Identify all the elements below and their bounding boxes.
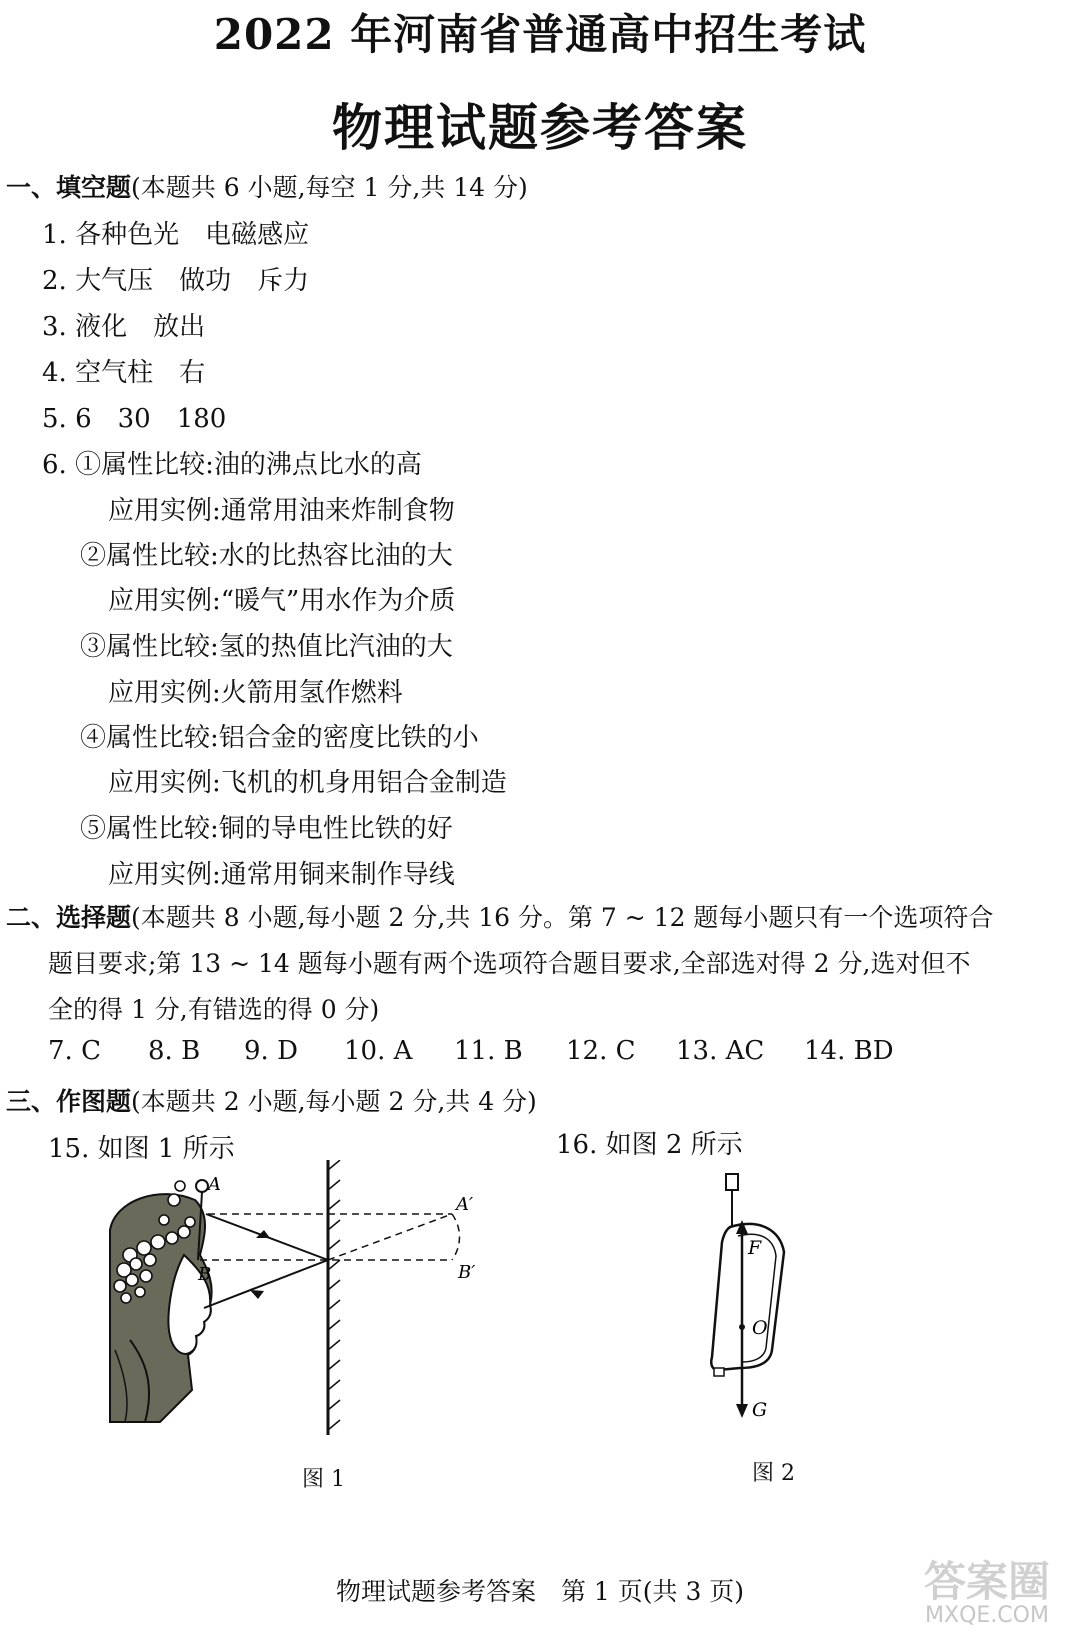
section1-note: (本题共 6 小题,每空 1 分,共 14 分) <box>131 173 528 202</box>
choice-answer-8: 8. B <box>148 1036 201 1066</box>
reflected-ray-arrow <box>250 1290 264 1299</box>
answer-3: 3. 液化 放出 <box>42 312 206 342</box>
opera-head-illustration <box>110 1181 212 1422</box>
label-b-image: B′ <box>458 1262 476 1283</box>
section2-header <box>6 898 993 934</box>
label-g: G <box>752 1399 768 1421</box>
label-b: B <box>198 1264 212 1285</box>
section3-note: (本题共 2 小题,每小题 2 分,共 4 分) <box>131 1087 537 1116</box>
label-a-image: A′ <box>456 1194 474 1215</box>
figure-2-force-diagram <box>700 1172 840 1432</box>
section2-note-line1: (本题共 8 小题,每小题 2 分,共 16 分。第 7 ~ 12 题每小题只有一个选项符合 <box>131 903 994 932</box>
label-f: F <box>748 1237 762 1259</box>
section3-header <box>6 1082 537 1118</box>
page-footer: 物理试题参考答案 第 1 页(共 3 页) <box>335 1577 745 1606</box>
answer-4: 4. 空气柱 右 <box>42 358 206 388</box>
question-15: 15. 如图 1 所示 <box>48 1134 235 1164</box>
exam-title: 2022 年河南省普通高中招生考试 <box>213 10 867 59</box>
answer-1: 1. 各种色光 电磁感应 <box>42 220 310 250</box>
choice-answer-7: 7. C <box>48 1036 101 1066</box>
section1-header <box>6 168 528 204</box>
watermark-logo-text: 答案圈 <box>923 1557 1050 1606</box>
answer-6-4-property: ④属性比较:铝合金的密度比铁的小 <box>80 723 479 753</box>
answer-6-1-property: 6. ①属性比较:油的沸点比水的高 <box>42 450 422 480</box>
choice-answer-9: 9. D <box>244 1036 298 1066</box>
force-g-arrowhead <box>736 1404 748 1418</box>
choice-answer-13: 13. AC <box>676 1036 765 1066</box>
section3-heading: 三、作图题 <box>6 1087 132 1116</box>
hanging-hook <box>726 1174 738 1190</box>
answer-6-4-example: 应用实例:飞机的机身用铝合金制造 <box>108 768 507 798</box>
label-a: A <box>208 1174 221 1195</box>
answer-6-3-property: ③属性比较:氢的热值比汽油的大 <box>80 632 453 662</box>
answer-key-title: 物理试题参考答案 <box>332 98 748 157</box>
mirror-hatching <box>328 1160 340 1430</box>
figure-1-caption: 图 1 <box>302 1467 345 1492</box>
answer-2: 2. 大气压 做功 斥力 <box>42 266 310 296</box>
light-rays <box>198 1192 328 1308</box>
answer-6-1-example: 应用实例:通常用油来炸制食物 <box>108 496 455 526</box>
label-o: O <box>752 1317 768 1339</box>
question-16: 16. 如图 2 所示 <box>556 1130 743 1160</box>
answer-6-3-example: 应用实例:火箭用氢作燃料 <box>108 678 403 708</box>
answer-6-2-property: ②属性比较:水的比热容比油的大 <box>80 541 453 571</box>
point-a-marker <box>196 1180 208 1192</box>
answer-6-5-property: ⑤属性比较:铜的导电性比铁的好 <box>80 814 453 844</box>
figure-1-mirror-diagram <box>100 1160 540 1440</box>
answer-6-5-example: 应用实例:通常用铜来制作导线 <box>108 860 455 890</box>
section2-note-line3: 全的得 1 分,有错选的得 0 分) <box>48 995 380 1024</box>
choice-answer-12: 12. C <box>566 1036 636 1066</box>
choice-answer-14: 14. BD <box>804 1036 894 1066</box>
section2-note-line2: 题目要求;第 13 ~ 14 题每小题有两个选项符合题目要求,全部选对得 2 分,选对但不 <box>48 949 971 978</box>
construction-lines <box>200 1214 460 1260</box>
answer-5: 5. 6 30 180 <box>42 404 227 434</box>
answer-6-2-example: 应用实例:“暖气”用水作为介质 <box>108 586 456 616</box>
section1-heading: 一、填空题 <box>6 173 132 202</box>
section2-heading: 二、选择题 <box>6 903 132 932</box>
center-of-gravity-point <box>739 1324 745 1330</box>
site-watermark <box>923 1557 1050 1629</box>
choice-answer-10: 10. A <box>344 1036 413 1066</box>
watermark-url: MXQE.COM <box>925 1603 1049 1629</box>
figure-2-caption: 图 2 <box>752 1461 795 1486</box>
choice-answer-11: 11. B <box>454 1036 523 1066</box>
